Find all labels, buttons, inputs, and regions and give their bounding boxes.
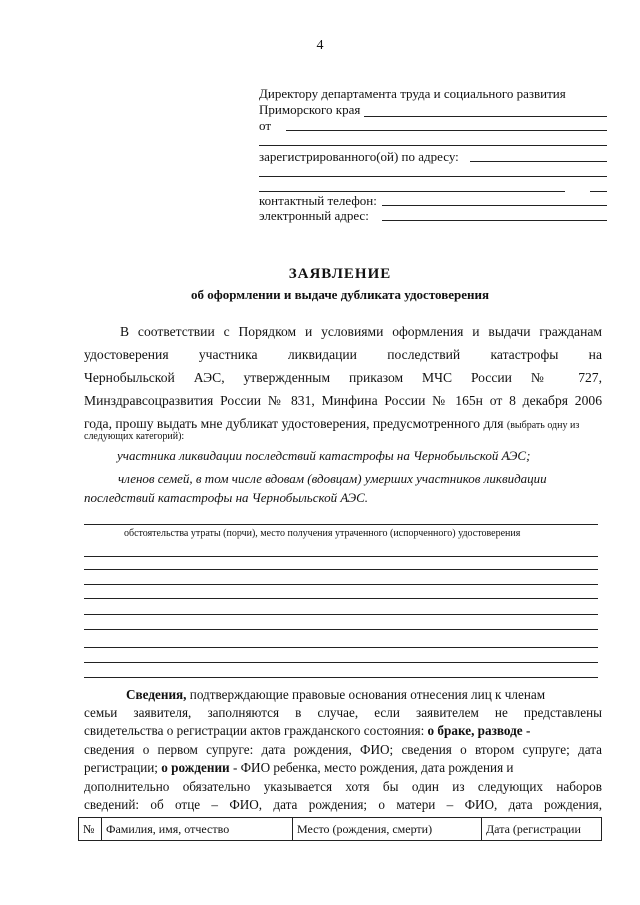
addressee-underline[interactable] <box>364 116 607 117</box>
address-field-line-2[interactable] <box>259 176 607 177</box>
page-number: 4 <box>316 38 324 53</box>
address-field-line-3[interactable] <box>259 191 565 192</box>
body-line-1: В соответствии с Порядком и условиями оформления и выдачи гражданам <box>120 324 602 339</box>
table-header-fullname: Фамилия, имя, отчество <box>102 818 293 841</box>
choose-one-hint: (выбрать одну из <box>506 420 580 431</box>
info-line-5-start: регистрации; <box>84 760 162 775</box>
loss-line-7[interactable] <box>84 647 598 648</box>
info-heading: Сведения, <box>126 687 187 702</box>
phone-field[interactable] <box>382 205 607 206</box>
document-subtitle: об оформлении и выдаче дубликата удостоверения <box>190 287 490 302</box>
info-line-6: дополнительно обязательно указывается хотя бы один из следующих наборов <box>84 779 602 794</box>
email-label: электронный адрес: <box>259 208 369 223</box>
addressee-line-2: Приморского края <box>259 102 361 117</box>
info-line-2: семьи заявителя, заполняются в случае, если заявителем не представлены <box>84 705 602 720</box>
address-field-line-3-end <box>590 191 607 192</box>
phone-label: контактный телефон: <box>259 193 377 208</box>
loss-circumstances-field[interactable] <box>84 524 598 525</box>
from-field[interactable] <box>286 130 607 131</box>
address-label: зарегистрированного(ой) по адресу: <box>259 149 459 164</box>
info-line-4: сведения о первом супруге: дата рождения, ФИО; сведения о втором супруге; дата <box>84 742 602 757</box>
loss-line-9[interactable] <box>84 677 598 678</box>
addressee-line-1: Директору департамента труда и социального развития <box>259 86 566 101</box>
info-line-3-text: свидетельства о регистрации актов гражданского состояния: <box>84 723 428 738</box>
loss-line-5[interactable] <box>84 614 598 615</box>
body-line-6: следующих категорий): <box>84 431 185 442</box>
table-header-date: Дата (регистрации <box>482 818 602 841</box>
info-line-5 <box>84 759 602 778</box>
family-members-table <box>78 817 602 841</box>
table-header-row <box>79 818 602 841</box>
info-marriage-label: о браке, разводе - <box>427 723 531 738</box>
loss-circumstances-caption: обстоятельства утраты (порчи), место получения утраченного (испорченного) удостоверения <box>124 528 521 539</box>
info-line-1 <box>126 686 602 705</box>
table-header-number: № <box>79 818 102 841</box>
loss-line-2[interactable] <box>84 569 598 570</box>
body-line-2: удостоверения участника ликвидации последствий катастрофы на <box>84 347 602 362</box>
loss-line-1[interactable] <box>84 556 598 557</box>
info-line-5-end: - ФИО ребенка, место рождения, дата рождения и <box>229 760 514 775</box>
body-line-3: Чернобыльской АЭС, утвержденным приказом МЧС России № 727, <box>84 370 602 385</box>
email-field[interactable] <box>382 220 607 221</box>
loss-line-6[interactable] <box>84 629 598 630</box>
loss-line-3[interactable] <box>84 584 598 585</box>
from-field-line-2[interactable] <box>259 145 607 146</box>
info-line-3 <box>84 722 602 741</box>
body-line-5-text: года, прошу выдать мне дубликат удостоверения, предусмотренного для <box>84 416 504 431</box>
loss-line-8[interactable] <box>84 662 598 663</box>
category-liquidator[interactable]: участника ликвидации последствий катастрофы на Чернобыльской АЭС; <box>117 448 531 463</box>
from-label: от <box>259 118 272 133</box>
info-line-1-text: подтверждающие правовые основания отнесения лиц к членам <box>186 687 546 702</box>
document-title: ЗАЯВЛЕНИЕ <box>288 266 392 282</box>
info-line-7: сведений: об отце – ФИО, дата рождения; о матери – ФИО, дата рождения, <box>84 797 602 812</box>
category-family-line-1[interactable]: членов семей, в том числе вдовам (вдовцам) умерших участников ликвидации <box>118 471 547 486</box>
loss-line-4[interactable] <box>84 598 598 599</box>
category-family-line-2: последствий катастрофы на Чернобыльской АЭС. <box>84 490 369 505</box>
body-line-4: Минздравсоцразвития России № 831, Минфина России № 165н от 8 декабря 2006 <box>84 393 602 408</box>
table-header-place: Место (рождения, смерти) <box>293 818 482 841</box>
info-birth-label: о рождении <box>161 760 230 775</box>
address-field[interactable] <box>470 161 607 162</box>
